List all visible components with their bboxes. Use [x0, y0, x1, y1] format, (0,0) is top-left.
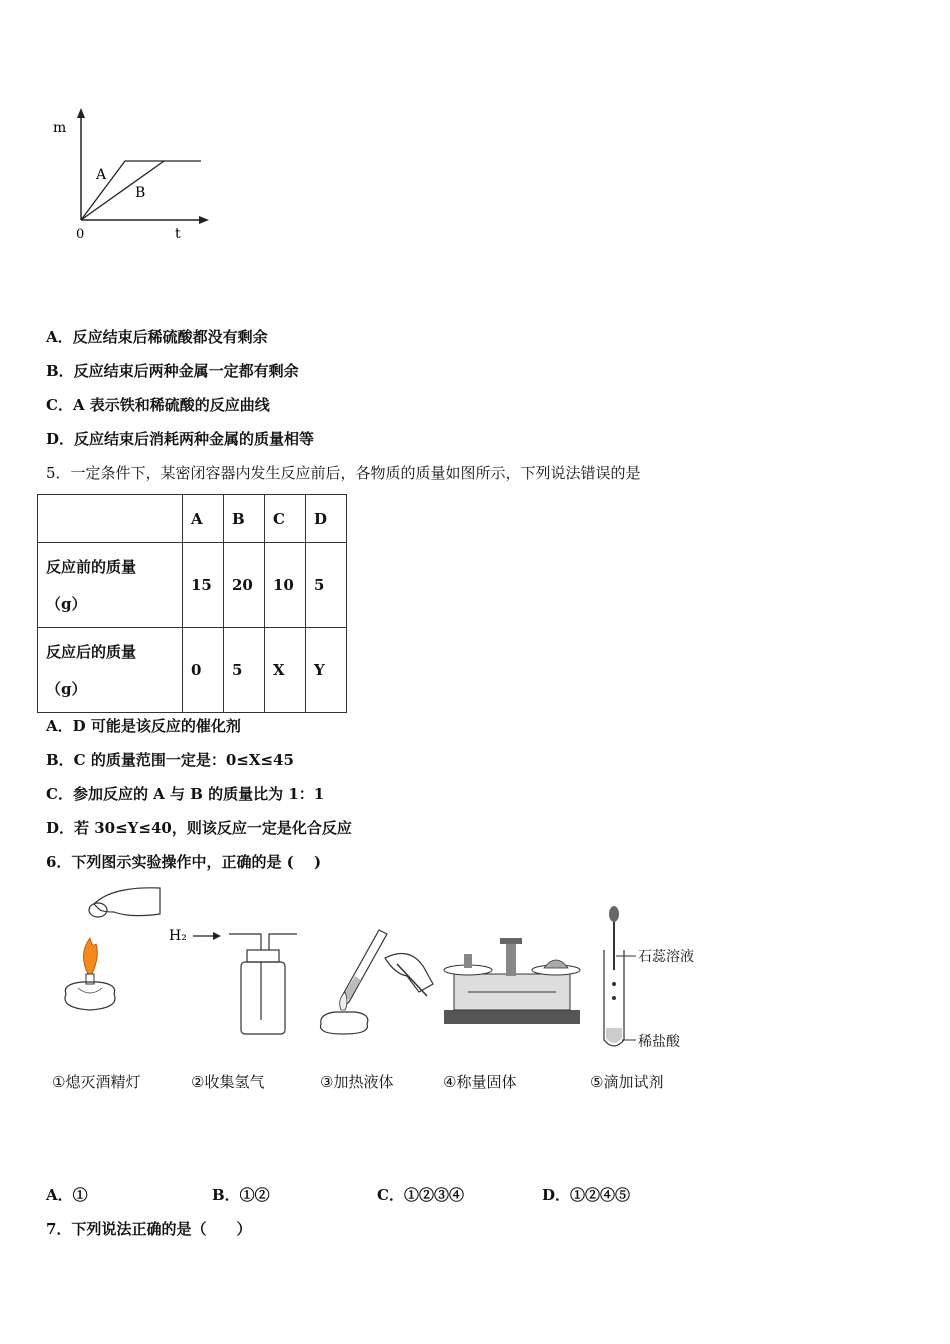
table-cell: 10 [265, 543, 306, 628]
table-header-cell [38, 495, 183, 543]
test-tube-holder [397, 964, 427, 996]
q5-stem: 5．一定条件下，某密闭容器内发生反应前后，各物质的质量如图所示，下列说法错误的是 [46, 464, 641, 482]
balance-pillar [506, 940, 516, 976]
q6-answer-c: C．①②③④ [377, 1186, 464, 1204]
table-row-label [38, 543, 183, 628]
q4-option-a: A．反应结束后稀硫酸都没有剩余 [46, 328, 268, 346]
h2-label: H₂ [169, 928, 187, 944]
drop [612, 982, 616, 986]
alcohol-lamp-figure [52, 882, 167, 1027]
mass-table [37, 494, 347, 713]
gas-arrow-head [213, 932, 221, 940]
x-axis-label: t [175, 226, 181, 242]
q6-answer-b: B．①② [212, 1186, 270, 1204]
flame [83, 938, 97, 974]
line-a-label: A [96, 167, 107, 183]
row-label-line1: 反应前的质量 [46, 558, 137, 576]
hydrogen-collect-figure [165, 920, 305, 1038]
heat-liquid-figure [315, 920, 440, 1038]
q5-option-a: A．D 可能是该反应的催化剂 [46, 717, 241, 735]
q7-stem: 7．下列说法正确的是（ ） [46, 1220, 252, 1238]
burner-body [320, 1012, 367, 1034]
table-header-cell: A [183, 495, 224, 543]
table-cell: 20 [224, 543, 265, 628]
table-cell: 5 [306, 543, 347, 628]
caption-5: ⑤滴加试剂 [590, 1073, 664, 1091]
q4-option-d: D．反应结束后消耗两种金属的质量相等 [46, 430, 315, 448]
liquid [606, 1028, 622, 1043]
inlet-tube [229, 934, 261, 1020]
line-b-label: B [135, 185, 146, 201]
solid-sample [544, 960, 568, 968]
row-label-line2: （g） [46, 680, 87, 698]
weight [464, 954, 472, 968]
balance-base [444, 1010, 580, 1024]
table-header-cell: C [265, 495, 306, 543]
caption-1: ①熄灭酒精灯 [52, 1073, 141, 1091]
table-cell: X [265, 628, 306, 713]
lamp-body-detail [78, 988, 102, 993]
table-header-cell: D [306, 495, 347, 543]
dropper-bulb [609, 906, 619, 922]
q5-option-d: D．若 30≤Y≤40，则该反应一定是化合反应 [46, 819, 352, 837]
gas-bottle [241, 962, 285, 1034]
table-cell: Y [306, 628, 347, 713]
y-axis-label: m [53, 120, 67, 136]
q6-stem: 6．下列图示实验操作中，正确的是 ( ) [46, 853, 322, 871]
q6-answer-d: D．①②④⑤ [542, 1186, 631, 1204]
q6-answer-a: A．① [46, 1186, 88, 1204]
burner-flame [340, 992, 347, 1010]
bottle-stopper [247, 950, 279, 962]
table-cell: 5 [224, 628, 265, 713]
origin-label: 0 [76, 227, 85, 242]
lamp-body [65, 982, 115, 1010]
line-b [81, 161, 164, 220]
table-header-row [38, 495, 347, 543]
table-cell: 15 [183, 543, 224, 628]
table-row [38, 543, 347, 628]
y-axis-arrow [77, 108, 85, 118]
caption-2: ②收集氢气 [191, 1073, 265, 1091]
hand-shape [385, 954, 433, 993]
q5-option-b: B．C 的质量范围一定是：0≤X≤45 [46, 751, 294, 769]
balance-top [500, 938, 522, 944]
table-cell: 0 [183, 628, 224, 713]
caption-4: ④称量固体 [443, 1073, 517, 1091]
q5-option-c: C．参加反应的 A 与 B 的质量比为 1：1 [46, 785, 325, 803]
acid-label: 稀盐酸 [638, 1034, 680, 1050]
row-label-line2: （g） [46, 595, 87, 613]
balance-figure [440, 930, 585, 1028]
row-label-line1: 反应后的质量 [46, 643, 137, 661]
q4-option-c: C．A 表示铁和稀硫酸的反应曲线 [46, 396, 270, 414]
table-header-cell: B [224, 495, 265, 543]
table-row [38, 628, 347, 713]
hand-shape [94, 888, 160, 916]
drop [612, 996, 616, 1000]
caption-3: ③加热液体 [320, 1073, 394, 1091]
table-row-label [38, 628, 183, 713]
litmus-label: 石蕊溶液 [638, 949, 694, 965]
x-axis-arrow [199, 216, 209, 224]
mass-time-graph [40, 100, 230, 250]
lamp-cap [89, 903, 107, 917]
q4-option-b: B．反应结束后两种金属一定都有剩余 [46, 362, 299, 380]
